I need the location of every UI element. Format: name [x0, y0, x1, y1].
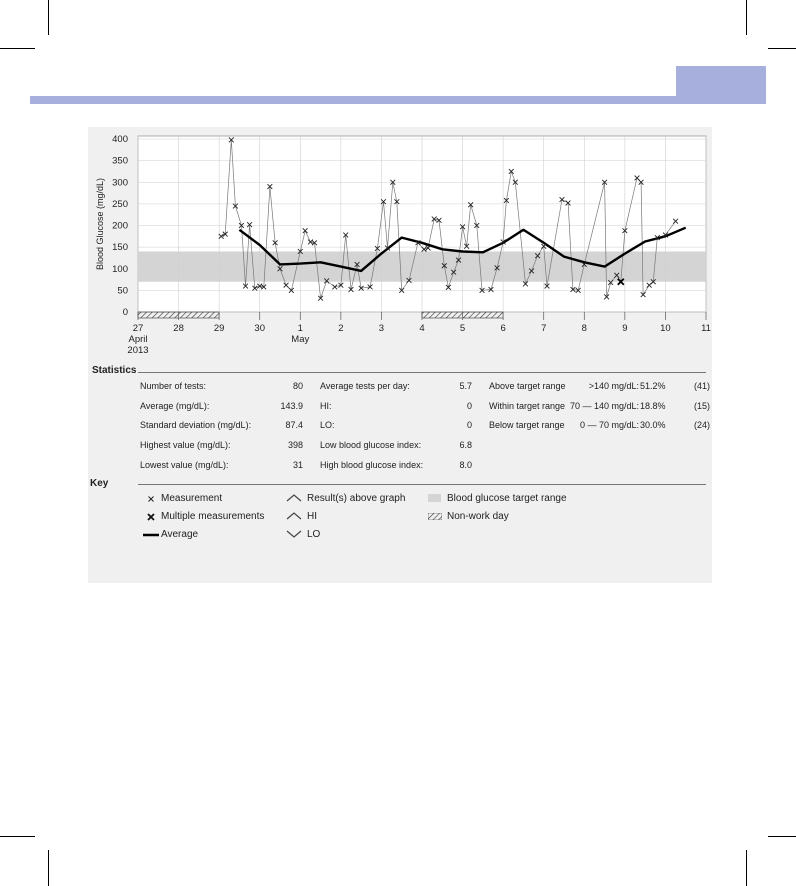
y-tick-label: 50 [117, 285, 128, 297]
month-label: April [128, 334, 148, 345]
range-label: Within target range [489, 401, 566, 411]
header-band [30, 96, 766, 104]
crop-mark [768, 48, 796, 49]
stat-label: Low blood glucose index: [320, 440, 422, 450]
stat-label: Standard deviation (mg/dL): [140, 420, 252, 430]
caret-down-icon [286, 529, 302, 539]
x-tick-label: 27 [132, 323, 144, 334]
range-label: Above target range [489, 381, 566, 391]
x-tick-label: 4 [419, 323, 425, 334]
range-pct: 18.8% [640, 401, 666, 411]
stat-value: 0 [466, 420, 472, 430]
crop-mark [48, 850, 49, 886]
stat-label: Lowest value (mg/dL): [140, 460, 229, 470]
crop-mark [0, 48, 35, 49]
statistics-title: Statistics [92, 365, 137, 376]
x-tick-label: 28 [173, 323, 184, 334]
x-tick-label: 30 [254, 323, 266, 334]
blood-glucose-chart [88, 127, 712, 367]
stat-value: 80 [292, 381, 303, 391]
key-nonwork-label: Non-work day [447, 511, 509, 522]
stat-value: 143.9 [280, 401, 303, 411]
y-tick-label: 0 [122, 307, 128, 318]
y-tick-label: 400 [112, 134, 128, 145]
range-label: Below target range [489, 420, 565, 430]
key-rule [138, 484, 706, 485]
multiple-measurements-icon [146, 512, 156, 522]
y-tick-label: 150 [112, 242, 128, 254]
x-tick-label: 9 [622, 323, 628, 334]
hatch-swatch-icon [428, 513, 442, 520]
x-tick-label: 3 [378, 323, 385, 334]
y-tick-label: 350 [112, 155, 128, 167]
stat-value: 87.4 [285, 420, 303, 430]
crop-mark [746, 850, 747, 886]
crop-mark [746, 0, 747, 35]
key-average-label: Average [161, 529, 199, 540]
range-pct: 30.0% [640, 420, 666, 430]
y-tick-label: 100 [112, 263, 128, 275]
statistics-rule [138, 372, 706, 373]
crop-mark [0, 836, 35, 837]
x-tick-label: 10 [660, 323, 671, 334]
caret-up-icon [286, 493, 302, 503]
x-tick-label: 1 [297, 323, 303, 334]
stat-label: HI: [320, 401, 332, 411]
x-tick-label: 29 [213, 323, 225, 334]
key-above-label: Result(s) above graph [307, 493, 406, 504]
range-pct: 51.2% [640, 381, 666, 391]
stat-value: 6.8 [459, 440, 472, 450]
stat-value: 31 [292, 460, 303, 470]
target-range-swatch [428, 494, 441, 502]
range-spec: >140 mg/dL: [588, 381, 639, 391]
y-tick-label: 200 [112, 220, 128, 232]
range-count: (15) [693, 401, 710, 411]
range-spec: 70 — 140 mg/dL: [569, 401, 639, 411]
x-tick-label: 7 [541, 323, 547, 334]
stat-label: Highest value (mg/dL): [140, 440, 231, 450]
x-tick-label: 11 [701, 323, 711, 334]
y-tick-label: 300 [112, 177, 128, 189]
caret-up-icon [286, 511, 302, 521]
key-measurement-label: Measurement [161, 493, 223, 504]
stat-value: 8.0 [459, 460, 472, 470]
crop-mark [48, 0, 49, 35]
stat-label: High blood glucose index: [320, 460, 424, 470]
x-tick-label: 6 [500, 323, 506, 334]
y-tick-label: 250 [112, 198, 128, 210]
crop-mark [768, 836, 796, 837]
key-title: Key [90, 478, 109, 489]
x-tick-label: 5 [459, 323, 466, 334]
stat-label: Number of tests: [140, 381, 207, 391]
stat-value: 398 [287, 440, 303, 450]
stat-label: Average (mg/dL): [140, 401, 210, 411]
stat-label: LO: [320, 420, 335, 430]
average-line-icon [143, 530, 159, 540]
stat-value: 5.7 [459, 381, 472, 391]
report-figure [88, 127, 712, 583]
key-lo-label: LO [307, 529, 321, 540]
range-spec: 0 — 70 mg/dL: [579, 420, 639, 430]
x-tick-label: 8 [581, 323, 587, 334]
month-label: May [291, 334, 310, 345]
key-target-label: Blood glucose target range [447, 493, 567, 504]
measurement-icon [146, 494, 156, 504]
stat-value: 0 [466, 401, 472, 411]
range-count: (41) [693, 381, 710, 391]
stat-label: Average tests per day: [320, 381, 410, 391]
y-axis-label: Blood Glucose (mg/dL) [95, 177, 105, 271]
range-count: (24) [693, 420, 710, 430]
key-hi-label: HI [307, 511, 317, 522]
month-label: 2013 [127, 345, 149, 356]
key-multiple-label: Multiple measurements [161, 511, 265, 522]
x-tick-label: 2 [338, 323, 344, 334]
